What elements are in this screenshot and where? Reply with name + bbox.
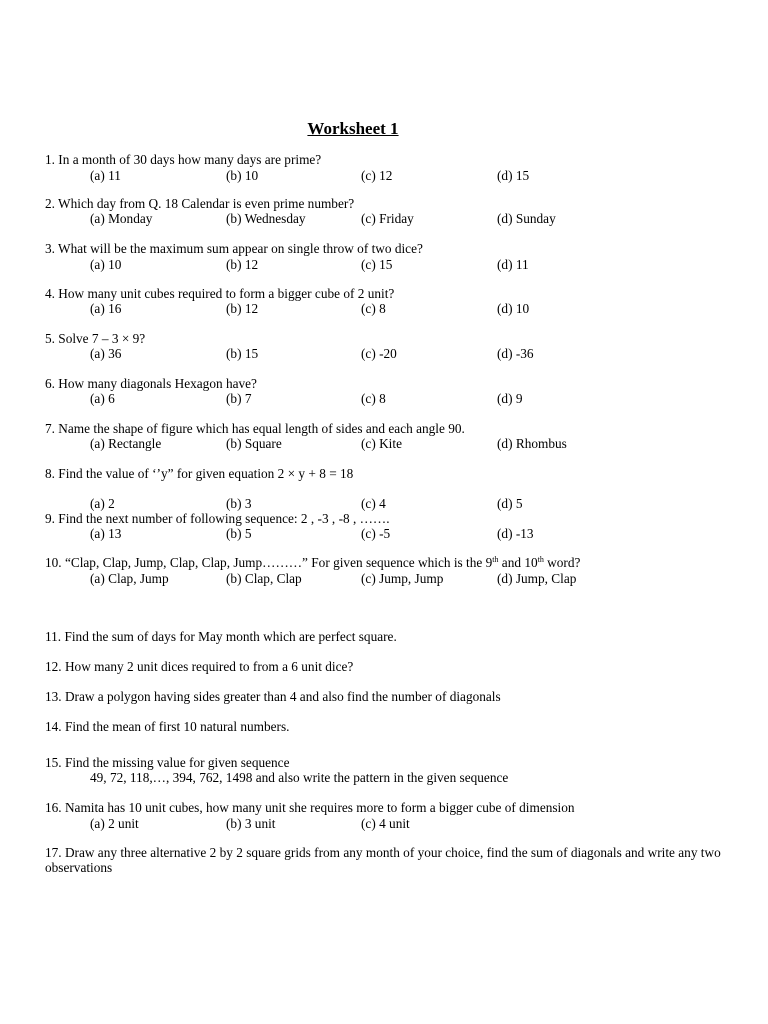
q2-option-a: (a) Monday	[90, 211, 153, 226]
question-17: 17. Draw any three alternative 2 by 2 square grids from any month of your choice, find the sum of diagonals and write any two observations	[45, 845, 721, 875]
question-1: 1. In a month of 30 days how many days are prime?	[45, 152, 322, 167]
q10-option-b: (b) Clap, Clap	[226, 571, 302, 586]
q10-option-a: (a) Clap, Jump	[90, 571, 169, 586]
q1-option-d: (d) 15	[497, 168, 530, 183]
q16-option-c: (c) 4 unit	[361, 816, 410, 831]
question-13: 13. Draw a polygon having sides greater than 4 and also find the number of diagonals	[45, 689, 501, 704]
question-4: 4. How many unit cubes required to form a bigger cube of 2 unit?	[45, 286, 395, 301]
q5-option-d: (d) -36	[497, 346, 534, 361]
q6-option-b: (b) 7	[226, 391, 252, 406]
q2-option-d: (d) Sunday	[497, 211, 556, 226]
q2-option-c: (c) Friday	[361, 211, 414, 226]
q10-superscript-2: th	[537, 555, 544, 564]
q10-option-d: (d) Jump, Clap	[497, 571, 577, 586]
question-6: 6. How many diagonals Hexagon have?	[45, 376, 257, 391]
q10-text-3: word?	[543, 555, 581, 570]
question-15: 15. Find the missing value for given sequence	[45, 755, 290, 770]
question-16: 16. Namita has 10 unit cubes, how many unit she requires more to form a bigger cube of dimension	[45, 800, 575, 815]
q10-text-2: and 10	[498, 555, 538, 570]
q6-option-a: (a) 6	[90, 391, 115, 406]
q3-option-b: (b) 12	[226, 257, 259, 272]
q7-option-b: (b) Square	[226, 436, 282, 451]
q6-option-c: (c) 8	[361, 391, 386, 406]
q8-option-d: (d) 5	[497, 496, 523, 511]
question-7: 7. Name the shape of figure which has equal length of sides and each angle 90.	[45, 421, 465, 436]
q7-option-d: (d) Rhombus	[497, 436, 567, 451]
q4-option-d: (d) 10	[497, 301, 530, 316]
q3-option-a: (a) 10	[90, 257, 122, 272]
q5-option-c: (c) -20	[361, 346, 397, 361]
q3-option-c: (c) 15	[361, 257, 393, 272]
q8-option-a: (a) 2	[90, 496, 115, 511]
question-5: 5. Solve 7 – 3 × 9?	[45, 331, 146, 346]
q5-option-a: (a) 36	[90, 346, 122, 361]
q10-superscript-1: th	[492, 555, 499, 564]
question-14: 14. Find the mean of first 10 natural numbers.	[45, 719, 290, 734]
q1-option-c: (c) 12	[361, 168, 393, 183]
question-3: 3. What will be the maximum sum appear on single throw of two dice?	[45, 241, 423, 256]
question-2: 2. Which day from Q. 18 Calendar is even prime number?	[45, 196, 355, 211]
question-8: 8. Find the value of ‘’y” for given equation 2 × y + 8 = 18	[45, 466, 354, 481]
q4-option-c: (c) 8	[361, 301, 386, 316]
q7-option-c: (c) Kite	[361, 436, 402, 451]
q5-option-b: (b) 15	[226, 346, 259, 361]
q10-text-1: 10. “Clap, Clap, Jump, Clap, Clap, Jump………” For given sequence which is the 9	[45, 555, 493, 570]
question-9: 9. Find the next number of following sequence: 2 , -3 , -8 , …….	[45, 511, 390, 526]
q4-option-b: (b) 12	[226, 301, 259, 316]
question-11: 11. Find the sum of days for May month which are perfect square.	[45, 629, 397, 644]
q16-option-a: (a) 2 unit	[90, 816, 139, 831]
q8-option-b: (b) 3	[226, 496, 252, 511]
q3-option-d: (d) 11	[497, 257, 529, 272]
question-12: 12. How many 2 unit dices required to from a 6 unit dice?	[45, 659, 354, 674]
q8-option-c: (c) 4	[361, 496, 386, 511]
q1-option-b: (b) 10	[226, 168, 259, 183]
q2-option-b: (b) Wednesday	[226, 211, 306, 226]
question-10	[45, 555, 580, 570]
q4-option-a: (a) 16	[90, 301, 122, 316]
q7-option-a: (a) Rectangle	[90, 436, 162, 451]
q15-sequence: 49, 72, 118,…, 394, 762, 1498 and also write the pattern in the given sequence	[90, 770, 509, 785]
q9-option-d: (d) -13	[497, 526, 534, 541]
worksheet-title: Worksheet 1	[307, 119, 399, 138]
q9-option-c: (c) -5	[361, 526, 391, 541]
q1-option-a: (a) 11	[90, 168, 121, 183]
q9-option-b: (b) 5	[226, 526, 252, 541]
q9-option-a: (a) 13	[90, 526, 122, 541]
q6-option-d: (d) 9	[497, 391, 523, 406]
q16-option-b: (b) 3 unit	[226, 816, 276, 831]
q10-option-c: (c) Jump, Jump	[361, 571, 444, 586]
